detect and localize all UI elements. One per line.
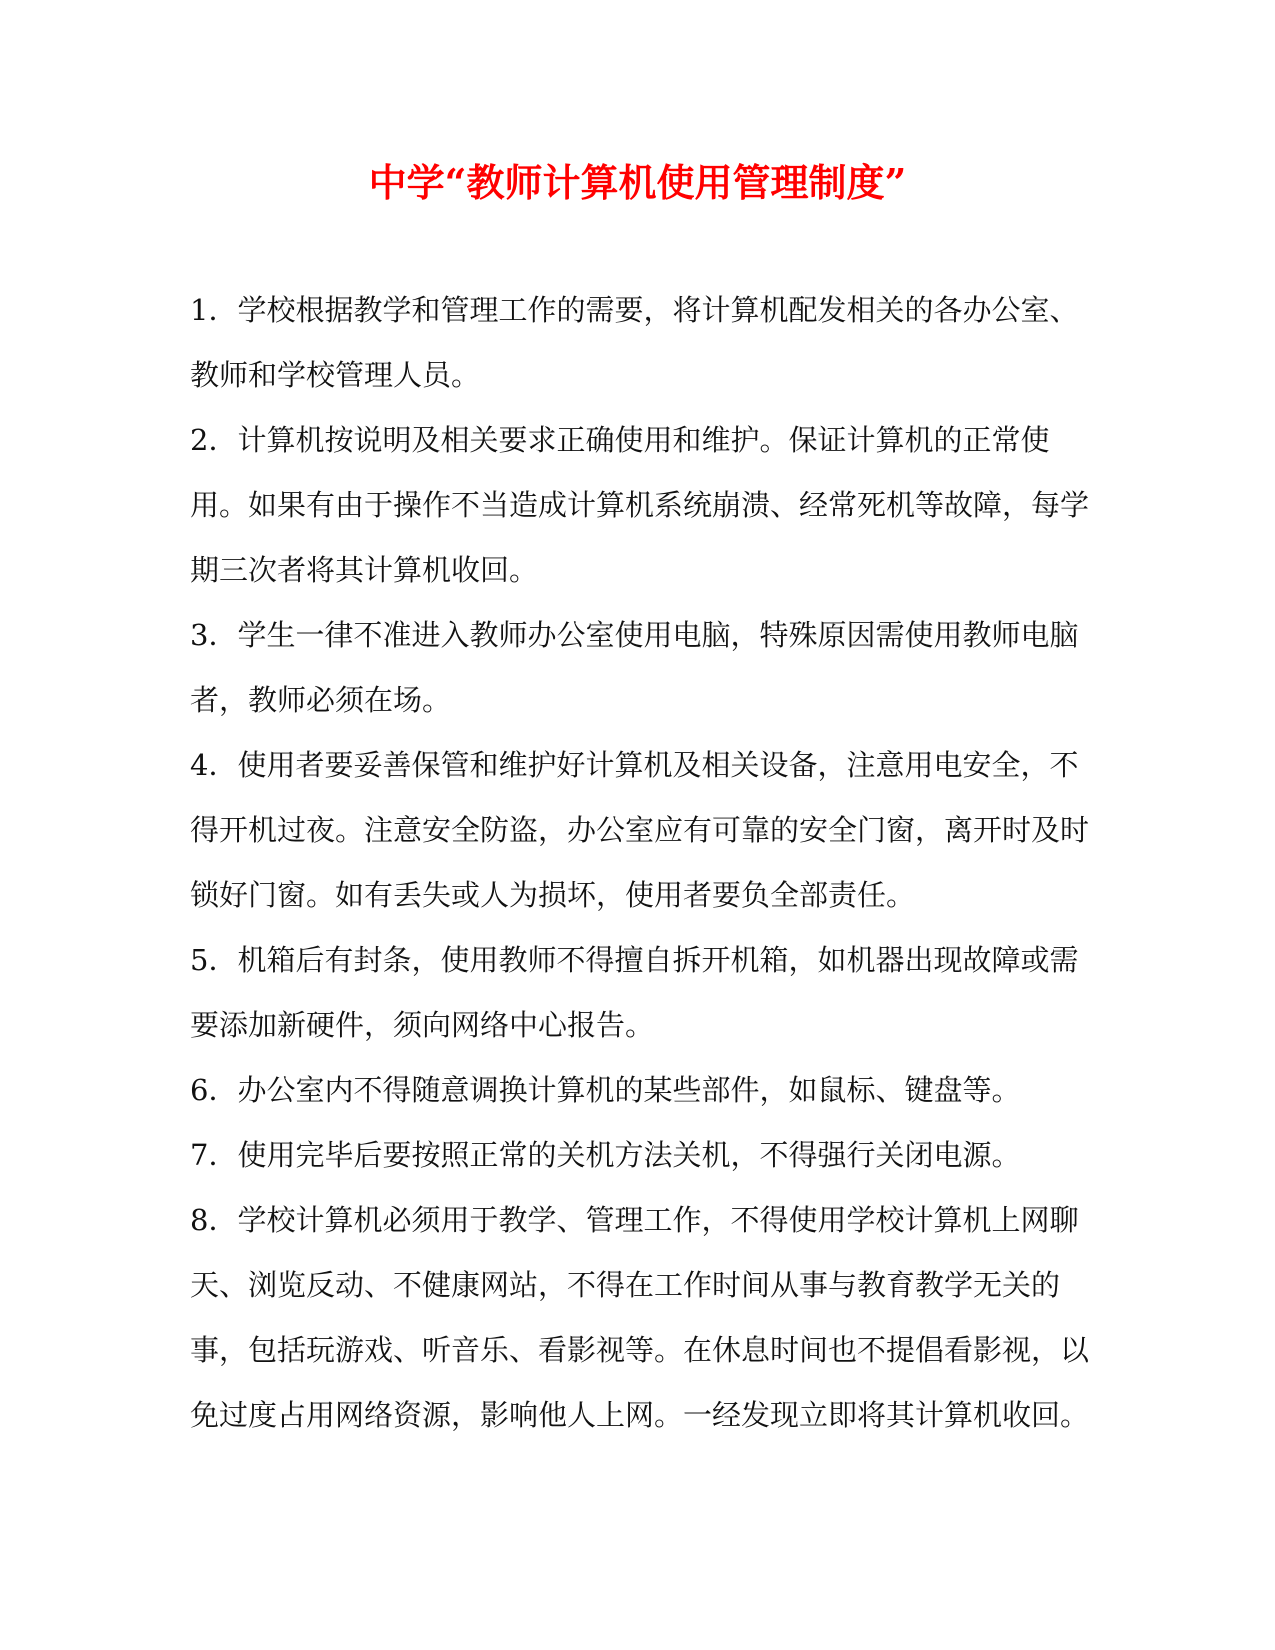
clause-6: 6．办公室内不得随意调换计算机的某些部件，如鼠标、键盘等。 [190, 1073, 1021, 1107]
clause-2: 2．计算机按说明及相关要求正确使用和维护。保证计算机的正常使用。如果有由于操作不当造成计算机系统崩溃、经常死机等故障，每学期三次者将其计算机收回。 [190, 423, 1090, 587]
clause-3: 3．学生一律不准进入教师办公室使用电脑，特殊原因需使用教师电脑者，教师必须在场。 [190, 618, 1079, 717]
clause-1: 1．学校根据教学和管理工作的需要，将计算机配发相关的各办公室、教师和学校管理人员。 [190, 293, 1079, 392]
clause-4: 4．使用者要妥善保管和维护好计算机及相关设备，注意用电安全，不得开机过夜。注意安全防盗，办公室应有可靠的安全门窗，离开时及时锁好门窗。如有丢失或人为损坏，使用者要负全部责任。 [190, 748, 1090, 912]
clause-8: 8．学校计算机必须用于教学、管理工作，不得使用学校计算机上网聊天、浏览反动、不健康网站，不得在工作时间从事与教育教学无关的事，包括玩游戏、听音乐、看影视等。在休息时间也不提倡看影视，以免过度占用网络资源，影响他人上网。一经发现立即将其计算机收回。 [190, 1203, 1090, 1432]
clause-7: 7．使用完毕后要按照正常的关机方法关机，不得强行关闭电源。 [190, 1138, 1021, 1172]
clause-5: 5．机箱后有封条，使用教师不得擅自拆开机箱，如机器出现故障或需要添加新硬件，须向网络中心报告。 [190, 943, 1079, 1042]
document-title: 中学“教师计算机使用管理制度” [368, 160, 907, 205]
document-body [190, 278, 1090, 1448]
